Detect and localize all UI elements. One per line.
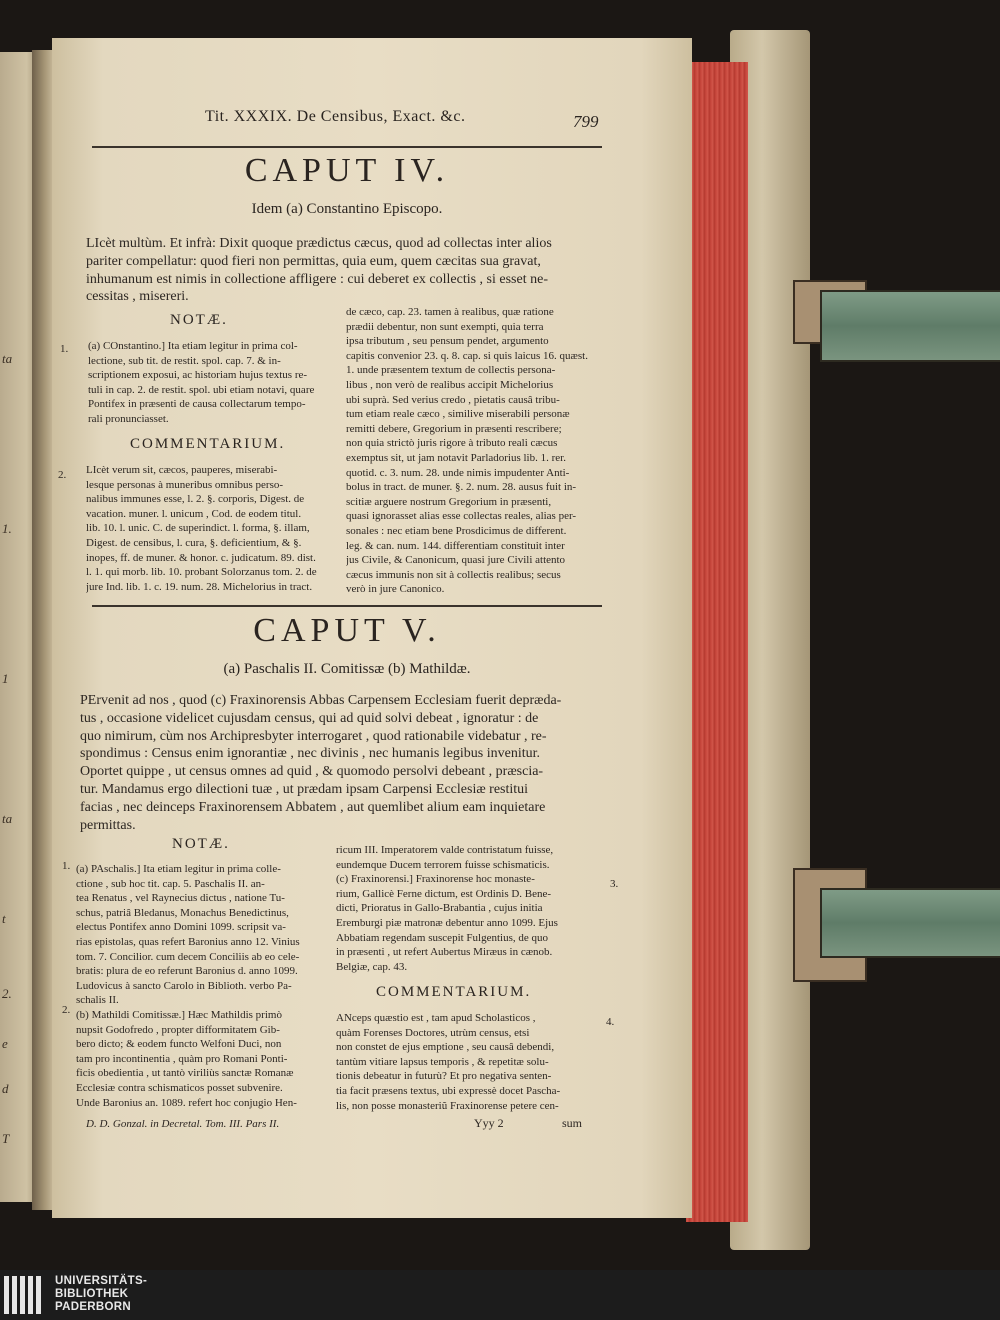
- margin-number: 4.: [606, 1016, 615, 1028]
- catchword: sum: [562, 1116, 583, 1130]
- section-rule: [92, 605, 602, 607]
- commentarium-heading: COMMENTARIUM.: [130, 436, 286, 452]
- caput-iv-text: LIcèt multùm. Et infrà: Dixit quoque prædictus cæcus, quod ad collectas inter alios pariter compellatur: quod fieri non permittas, quia eum, quem cæcitas sua gravat, inhumanum est nimis in collectione affligere : cui deberet ex collectis , si esset ne- cessitas , misereri.: [86, 236, 552, 305]
- commentarium-heading: COMMENTARIUM.: [376, 984, 532, 1000]
- notae-heading: NOTÆ.: [172, 836, 230, 852]
- clasp-strap-top: [820, 290, 1000, 362]
- left-margin-glyph: t: [2, 911, 6, 926]
- caput-iv-title: CAPUT IV.: [244, 152, 450, 189]
- caput-v-text: PErvenit ad nos , quod (c) Fraxinorensis Abbas Carpensem Ecclesiam fuerit deprædа- tus , occasione videlicet cujusdam census, qui ad quid solvi debeat , ignoratur : de quo nimirum, cùm nos Archipresbyter interrogaret , quod rationabile videbatur , re- spondimus : Census enim ignorantiæ , nec divinis , nec humanis legibus invenitur. Oportet quippe , ut census omnes ad quid , & quomodo persolvi debeant , præscia- tur. Mandamus ergo dilectioni tuæ , ut prædam ipsam Carpensi Ecclesiæ restitui facias , nec deinceps Fraxinorensem Abbatem , aut quemlibet alium eam inquietare permittas.: [80, 693, 562, 833]
- left-margin-glyph: 1.: [2, 521, 12, 536]
- notae-left-column: (a) COnstantino.] Ita etiam legitur in prima col- lectione, sub tit. de restit. spol. cap. 7. & in- scriptionem exposui, ac historiam hujus textus re- tuli in cap. 2. de restit. spol. ubi etiam notavi, quare Pontifex in præsenti de causa collectarum tempo- rali pronunciasset.: [88, 340, 315, 425]
- margin-number: 2.: [62, 1004, 71, 1016]
- commentarium-left-column: LIcèt verum sit, cæcos, pauperes, miserabi- lesque personas à muneribus omnibus perso- nalibus immunes esse, l. 2. §. corporis, Digest. de vacation. muner. l. unicum , Cod. de eodem titul. lib. 10. l. unic. C. de superindict. l. forma, §. illam, Digest. de censibus, l. cura, §. deficientium, & §. inopes, ff. de muner. & honor. c. judicatum. 89. dist. l. 1. qui morb. lib. 10. probant Solorzanus tom. 2. de jure Ind. lib. 1. c. 19. num. 28. Michelorius in tract.: [86, 464, 317, 593]
- caput-v-notae-left: (a) PAschalis.] Ita etiam legitur in prima colle- ctione , sub hoc tit. cap. 5. Paschalis II. an- tea Renatus , vel Raynecius dictus , natione Tu- schus, patriâ Bledanus, Monachus Benedictinus, electus Pontifex anno Domini 1099. scripsit va- rias epistolas, quas refert Baronius anno 12. Vinius tom. 7. Concilior. cum decem Conciliis ab eo cele- bratis: plura de eo referunt Baronius d. anno 1099. Ludovicus à sancto Carolo in Biblioth. verbo Pa- schalis II. (b) Mathildi Comitissæ.] Hæc Mathildis primò nupsit Godofredo , propter difformitatem Gib- bero dicto; & eodem functo Welfoni Duci, non tam pro incontinentia , quàm pro Romani Ponti- ficis obedientia , ut tantò viriliùs sanctæ Romanæ Ecclesiæ contra schismaticos posset subvenire. Unde Baronius an. 1089. refert hoc conjugio Hen-: [76, 863, 300, 1109]
- book-gutter: [32, 50, 54, 1210]
- library-footer: [0, 1270, 1000, 1320]
- margin-number: 1.: [60, 343, 69, 355]
- signature-mark: Yyy 2: [474, 1116, 504, 1130]
- left-margin-glyph: e: [2, 1036, 8, 1051]
- header-rule: [92, 146, 602, 148]
- caput-iv-right-column: de cæco, cap. 23. tamen à realibus, quæ ratione prædii debentur, non sunt exempti, quia terra ipsa tributum , seu pensum pendet, argumento capitis convenior 23. q. 8. cap. si quis laicus 16. quæst. 1. unde præsentem textum de collectis persona- libus , non verò de realibus accipit Michelorius ubi suprà. Sed verius credo , pietatis causâ tribu- tum etiam reale cæco , similive miserabili personæ remitti debere, Gregorium in præsenti rescribere; non quia strictò juris rigore à tributo reali cæcus exemptus sit, ut jam notavit Parladorius lib. 1. rer. quotid. c. 3. num. 28. unde nimis impudenter Anti- bolus in tract. de muner. §. 2. num. 28. ausus fuit in- scitiæ arguere nostrum Gregorium in præsenti, quasi ignorasset alias esse collectas reales, alias per- sonales : nec etiam bene Prosdicimus de different. leg. & can. num. 144. differentiam constituit inter jus Civile, & Canonicum, quasi jure Civili attento cæcus immunis non sit à collectis realibus; secus verò in jure Canonico.: [346, 306, 588, 596]
- library-logo-icon: [4, 1276, 44, 1319]
- left-margin-glyph: 1: [2, 671, 9, 686]
- book-footer-title: D. D. Gonzal. in Decretal. Tom. III. Pars II.: [86, 1118, 280, 1130]
- caput-v-subtitle: (a) Paschalis II. Comitissæ (b) Mathildæ.: [223, 661, 471, 677]
- left-margin-glyph: T: [2, 1131, 10, 1146]
- margin-number: 1.: [62, 860, 71, 872]
- left-margin-glyph: ta: [2, 811, 13, 826]
- caput-iv-subtitle: Idem (a) Constantino Episcopo.: [251, 201, 443, 217]
- page-edges-red: [686, 62, 748, 1222]
- margin-number: 3.: [610, 878, 619, 890]
- left-margin-glyph: ta: [2, 351, 13, 366]
- clasp-strap-bottom: [820, 888, 1000, 958]
- caput-v-title: CAPUT V.: [253, 612, 441, 649]
- caput-v-right-column: ricum III. Imperatorem valde contristatum fuisse, eundemque Ducem terrorem fuisse schismaticis. (c) Fraxinorensi.] Fraxinorense hoc monaste- rium, Gallicè Ferne dictum, est Ordinis D. Bene- dicti, Prioratus in Gallo-Brabantia , cujus initia Eremburgi piæ matronæ debentur anno 1099. Ejus Abbatiam regendam suscepit Fulgentius, de quo in præsenti , ut refert Aubertus Miræus in cænob. Belgiæ, cap. 43.: [336, 844, 558, 973]
- left-margin-glyph: 2.: [2, 986, 12, 1001]
- running-head: Tit. XXXIX. De Censibus, Exact. &c.: [205, 108, 466, 125]
- margin-number: 2.: [58, 469, 67, 481]
- left-margin-glyph: d: [2, 1081, 9, 1096]
- page-number: 799: [573, 112, 599, 131]
- library-name: UNIVERSITÄTS- BIBLIOTHEK PADERBORN: [55, 1275, 148, 1313]
- caput-v-commentarium-right: ANceps quæstio est , tam apud Scholasticos , quàm Forenses Doctores, utrùm census, etsi non constet de ejus emptione , seu causâ debendi, tantùm vitiare lapsus temporis , & repetitæ solu- tionis debeatur in futurù? Et pro negativa senten- tia facit præsens textus, ubi expressè docet Pascha- lis, non posse monasteriũ Fraxinorense petere cen-: [336, 1012, 561, 1112]
- notae-heading: NOTÆ.: [170, 312, 228, 328]
